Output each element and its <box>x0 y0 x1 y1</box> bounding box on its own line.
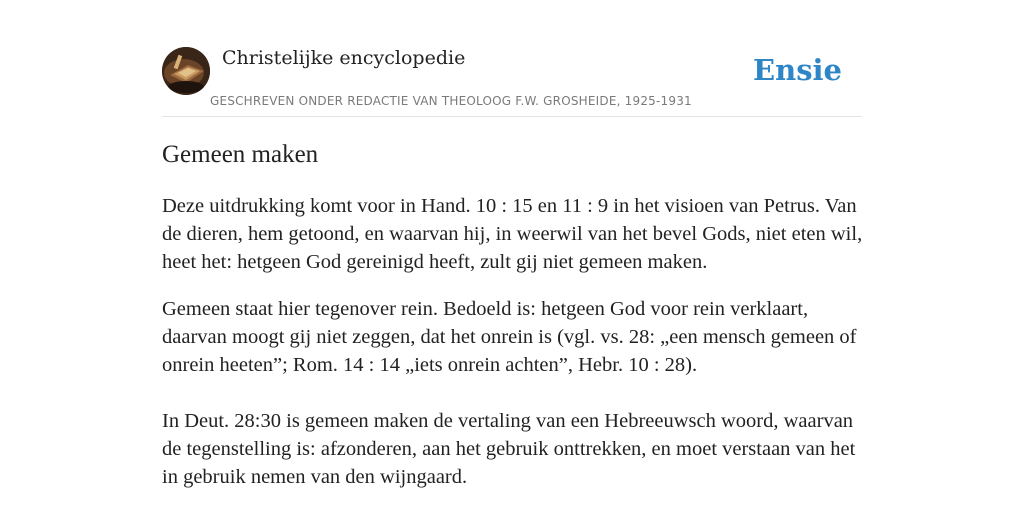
article-paragraph: Deze uitdrukking komt voor in Hand. 10 : 15 en 11 : 9 in het visioen van Petrus. Van de dieren, hem getoond, en waarvan hij, in weerwil van het bevel Gods, niet eten wil, heet het: hetgeen God gereinigd heeft, zult gij niet gemeen maken. <box>162 195 863 273</box>
source-subtitle: GESCHREVEN ONDER REDACTIE VAN THEOLOOG F.W. GROSHEIDE, 1925-1931 <box>210 94 692 108</box>
article-paragraph: In Deut. 28:30 is gemeen maken de vertaling van een Hebreeuwsch woord, waarvan de tegenstelling is: afzonderen, aan het gebruik onttrekken, en moet verstaan van het in gebruik nemen van den wijngaard. <box>162 410 856 488</box>
source-title[interactable]: Christelijke encyclopedie <box>222 47 466 69</box>
book-photo-icon <box>162 47 210 95</box>
article-paragraph: Gemeen staat hier tegenover rein. Bedoeld is: hetgeen God voor rein verklaart, daarvan moogt gij niet zeggen, dat het onrein is (vgl. vs. 28: „een mensch gemeen of onrein heeten”; Rom. 14 : 14 „iets onrein achten”, Hebr. 10 : 28). <box>162 298 857 376</box>
source-header <box>162 46 862 117</box>
source-avatar[interactable] <box>162 47 210 95</box>
article-title: Gemeen maken <box>162 141 319 168</box>
brand-logo[interactable]: Ensie <box>753 53 842 87</box>
